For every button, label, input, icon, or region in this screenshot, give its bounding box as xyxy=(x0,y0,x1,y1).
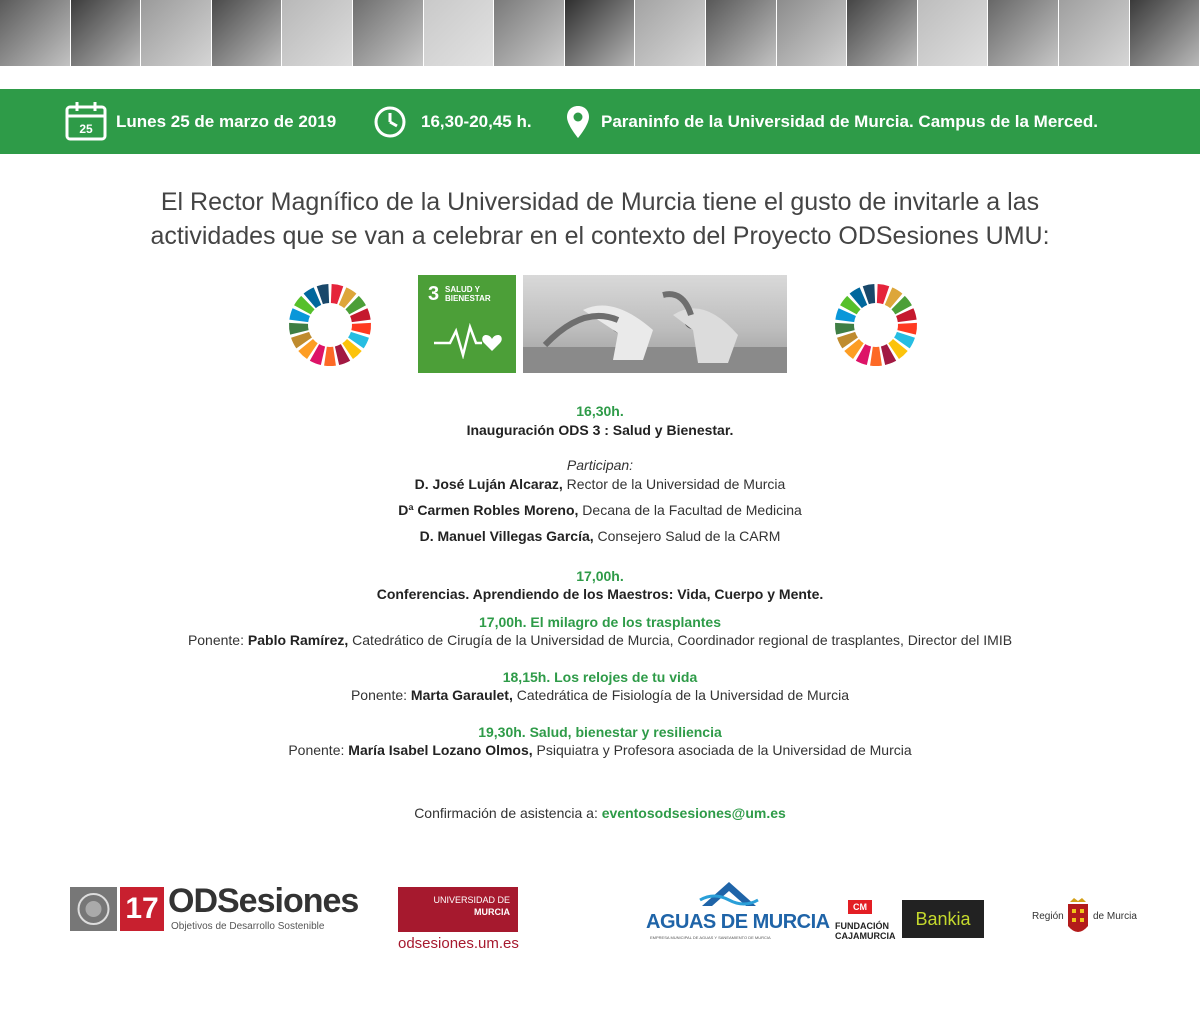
aguas-de-murcia-logo: AGUAS DE MURCIA xyxy=(646,911,830,933)
heartbeat-icon xyxy=(432,323,504,359)
odsesiones-wordmark: ODSesiones xyxy=(168,882,359,920)
aguas-de-murcia-wave-icon xyxy=(696,878,762,910)
photo-tile xyxy=(212,0,283,66)
speaker-desc: Catedrático de Cirugía de la Universidad de Murcia, Coordinador regional de trasplantes, Director del IMIB xyxy=(348,632,1013,648)
photo-tile xyxy=(918,0,989,66)
cm-label: CM xyxy=(853,902,867,912)
location-pin-icon xyxy=(566,105,590,139)
umu-line-1: UNIVERSIDAD DE xyxy=(433,895,510,905)
photo-tile xyxy=(565,0,636,66)
sdg3-tile xyxy=(418,275,516,373)
ods17-badge xyxy=(120,887,164,931)
speaker-desc: Catedrática de Fisiología de la Universidad de Murcia xyxy=(512,687,850,703)
event-time: 16,30-20,45 h. xyxy=(421,112,532,131)
photo-tile xyxy=(0,0,71,66)
invitation-line-2: actividades que se van a celebrar en el contexto del Proyecto ODSesiones UMU: xyxy=(150,222,1050,250)
sdg-wheel-segment xyxy=(870,347,882,366)
participant-role: Rector de la Universidad de Murcia xyxy=(562,476,786,492)
photo-tile xyxy=(494,0,565,66)
website-link[interactable]: odsesiones.um.es xyxy=(398,935,519,952)
aguas-de-murcia-tagline: EMPRESA MUNICIPAL DE AGUAS Y SANEAMIENTO DE MURCIA xyxy=(650,935,771,940)
talk-3-title: 19,30h. Salud, bienestar y resiliencia xyxy=(478,724,722,740)
calendar-icon xyxy=(65,101,107,141)
sdg-wheel-left xyxy=(288,283,372,367)
sdg-wheel-segment xyxy=(351,323,371,335)
participants-label: Participan: xyxy=(566,457,634,473)
bankia-logo xyxy=(902,900,984,938)
umu-logo xyxy=(398,887,518,932)
participant-name: D. Manuel Villegas García, xyxy=(419,528,594,544)
participant-role: Consejero Salud de la CARM xyxy=(593,528,781,544)
talk-3-speaker xyxy=(0,742,1200,758)
speaker-label: Ponente: xyxy=(288,742,345,758)
talk-2-speaker xyxy=(0,687,1200,703)
participant-name: D. José Luján Alcaraz, xyxy=(414,476,563,492)
speaker-desc: Psiquiatra y Profesora asociada de la Universidad de Murcia xyxy=(532,742,912,758)
sdg-wheel-segment xyxy=(835,323,855,335)
sdg-wheel-right xyxy=(834,283,918,367)
photo-tile xyxy=(424,0,495,66)
odsesiones-subtitle: Objetivos de Desarrollo Sostenible xyxy=(171,921,325,932)
speaker-name: Marta Garaulet, xyxy=(410,687,513,703)
region-right-label: de Murcia xyxy=(1093,911,1137,922)
fundacion-label-1: FUNDACIÓN xyxy=(835,921,889,931)
photo-tile xyxy=(988,0,1059,66)
clock-icon xyxy=(373,105,407,139)
opening-title: Inauguración ODS 3 : Salud y Bienestar. xyxy=(466,422,734,438)
participant-role: Decana de la Facultad de Medicina xyxy=(578,502,802,518)
talk-1-title: 17,00h. El milagro de los trasplantes xyxy=(479,614,721,630)
rsvp-email-link[interactable]: eventosodsesiones@um.es xyxy=(601,805,786,821)
cm-badge xyxy=(848,900,872,914)
stretching-people-photo xyxy=(523,275,787,373)
speaker-name: Pablo Ramírez, xyxy=(247,632,349,648)
umu-seal-logo xyxy=(70,887,117,931)
sdg-wheel-segment xyxy=(897,323,917,335)
photo-tile xyxy=(777,0,848,66)
opening-time: 16,30h. xyxy=(576,403,624,419)
speaker-label: Ponente: xyxy=(350,687,408,703)
photo-tile xyxy=(847,0,918,66)
speaker-label: Ponente: xyxy=(187,632,244,648)
invitation-text xyxy=(60,185,1140,253)
sdg-wheel-segment xyxy=(289,323,309,335)
umu-line-2: MURCIA xyxy=(474,907,510,917)
calendar-day: 25 xyxy=(79,122,93,136)
conferences-time: 17,00h. xyxy=(576,568,624,584)
sdg-wheel-segment xyxy=(324,347,336,366)
photo-tile xyxy=(1059,0,1130,66)
event-place: Paraninfo de la Universidad de Murcia. Campus de la Merced. xyxy=(601,112,1098,131)
photo-tile xyxy=(353,0,424,66)
participant-2 xyxy=(0,502,1200,518)
sdg3-number: 3 xyxy=(428,283,440,305)
photo-tile xyxy=(141,0,212,66)
speaker-name: María Isabel Lozano Olmos, xyxy=(348,742,533,758)
photo-tile xyxy=(635,0,706,66)
photo-tile xyxy=(71,0,142,66)
bankia-label: Bankia xyxy=(915,909,971,929)
rsvp-line xyxy=(0,805,1200,821)
rsvp-label: Confirmación de asistencia a: xyxy=(414,805,598,821)
conferences-title: Conferencias. Aprendiendo de los Maestros: Vida, Cuerpo y Mente. xyxy=(376,586,824,602)
participant-1 xyxy=(0,476,1200,492)
talk-1-speaker xyxy=(0,632,1200,648)
event-date: Lunes 25 de marzo de 2019 xyxy=(116,112,337,131)
sdg3-title: SALUD Y BIENESTAR xyxy=(445,285,491,303)
photo-tile xyxy=(282,0,353,66)
participant-name: Dª Carmen Robles Moreno, xyxy=(398,502,579,518)
header-photo-strip xyxy=(0,0,1200,66)
fundacion-label-2: CAJAMURCIA xyxy=(835,931,896,941)
region-coat-of-arms-icon xyxy=(1066,896,1090,940)
photo-tile xyxy=(1130,0,1200,66)
talk-2-title: 18,15h. Los relojes de tu vida xyxy=(502,669,698,685)
participant-3 xyxy=(0,528,1200,544)
region-left-label: Región xyxy=(1032,911,1064,922)
ods17-number: 17 xyxy=(125,892,159,925)
invitation-line-1: El Rector Magnífico de la Universidad de Murcia tiene el gusto de invitarle a las xyxy=(160,188,1040,216)
photo-tile xyxy=(706,0,777,66)
